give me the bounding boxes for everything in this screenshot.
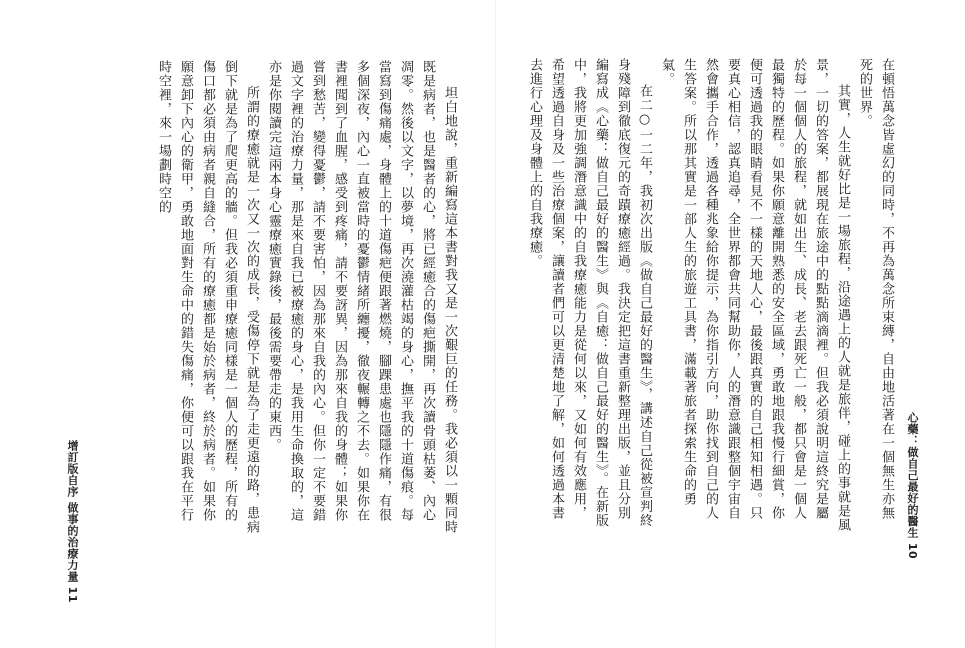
paragraph: 在二○一二年，我初次出版《做自己最好的醫生》，講述自己從被宣判終身殘障到徹底復元的奇蹟療癒經過。我決定把這書重新整理出版，並且分別編寫成《心藥：做自己最好的醫生》與《自癒：做自己最好的醫生》。在新版中，我將更加強調潛意識中的自我療癒能力是從何以來，又如何有效應用，希望透過自身及一些治療個案，讓讀者們可以更清楚地了解，如何透過本書去進行心理及身體上的自我療癒。 bbox=[527, 58, 652, 528]
right-page-body bbox=[527, 58, 897, 533]
right-running-header: 心藥：做自己最好的醫生 10 bbox=[906, 412, 919, 560]
paragraph: 坦白地說，重新編寫這本書對我又是一次艱巨的任務。我必須以一顆同時既是病者，也是醫者的心，將已經癒合的傷疤撕開，再次讀骨頭枯萎、內心凋零。然後以文字，以夢境，再次澆灌枯竭的身心，撫平我的十道傷痕。每當寫到傷痛處，身體上的十道傷疤便跟著燃燒，腳踝患處也隱隱作痛，有很多個深夜，內心一直被當時的憂鬱情緒所纏擾，徹夜輾轉之不去。如果你在書裡聞到了血腥，感受到疼痛，請不要訝異，因為那來自我的身體；如果你嘗到愁苦，變得憂鬱，請不要害怕，因為那來自我的內心。但你一定不要錯過文字裡的治療力量，那是來自我已被療癒的身心，是我用生命換取的，這亦是你閱讀完這兩本身心靈療癒實錄後，最後需要帶走的東西。 bbox=[266, 60, 457, 534]
page-gutter bbox=[495, 0, 496, 648]
left-running-header: 增訂版自序 做事的治療力量 11 bbox=[66, 440, 79, 603]
paragraph: 其實，人生就好比是一場旅程，沿途遇上的人就是旅伴，碰上的事就是風景，一切的答案，都展現在旅途中的點點滴滴裡。但我必須說明這終究是屬於每一個個人的旅程，就如出生、成長、老去跟死亡一般，都只會是一個人最獨特的歷程。如果你願意離開熟悉的安全區域，勇敢地跟我慢行細賞，你便可透過我的眼睛看見不一樣的天地人心，最後跟真實的自己相知相遇。只要真心相信，認真追尋，全世界都會共同幫助你，人的潛意識跟整個宇宙自然會攜手合作，透過各種兆象給你提示，為你指引方向，助你找到自己的人生答案。所以那其實是一部人生的旅遊工具書，滿載著旅者探索生命的勇氣。 bbox=[659, 58, 850, 532]
left-page-body bbox=[80, 60, 460, 535]
paragraph: 在頓悟萬念皆虛幻的同時，不再為萬念所束縛，自由地活著在一個無生亦無死的世界。 bbox=[857, 58, 894, 520]
paragraph: 所謂的療癒就是一次又一次的成長，受傷停下就是為了走更遠的路，患病倒下就是為了爬更高的牆。但我必須重申療癒同樣是一個人的歷程，所有的傷口都必須由病者親自縫合，所有的療癒都是始於病者，終於病者。如果你願意卸下內心的衛甲，勇敢地面對生命中的錯失傷痛，你便可以跟我在平行時空裡，來一場劃時空的 bbox=[156, 60, 259, 534]
